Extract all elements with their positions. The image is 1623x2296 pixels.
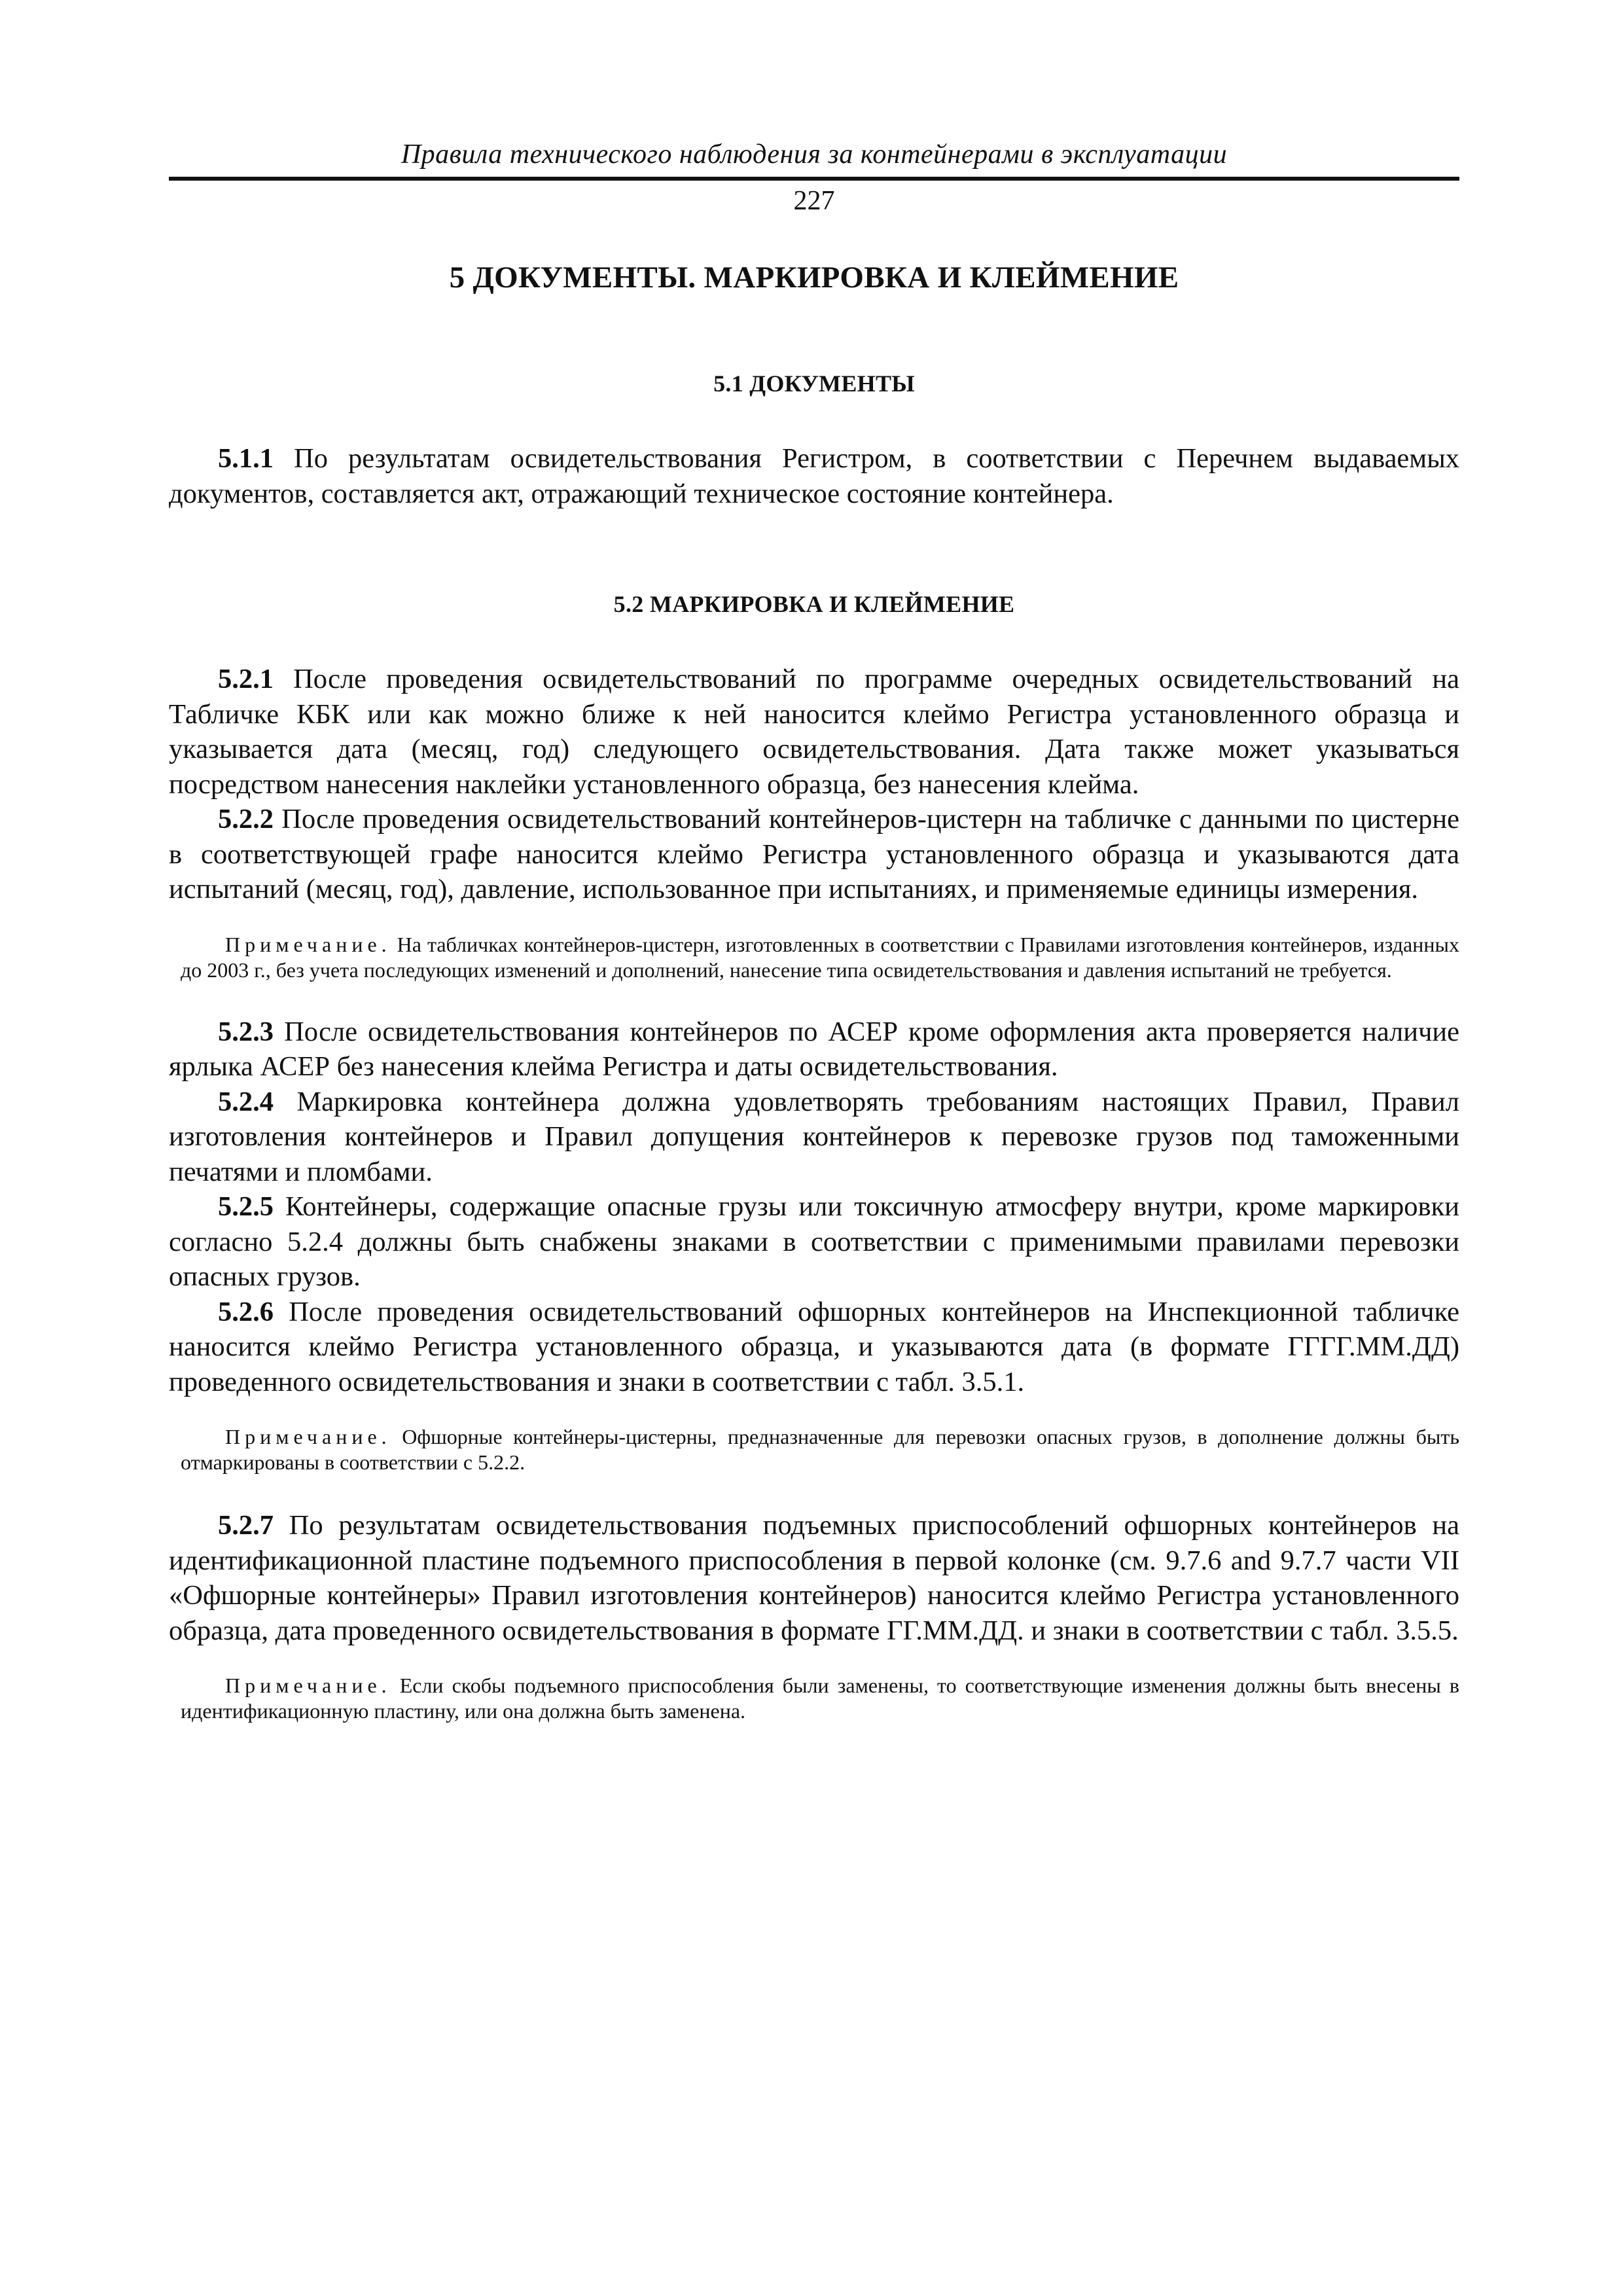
paragraph-5-2-7 — [169, 1508, 1459, 1648]
section-title-5-1: 5.1 ДОКУМЕНТЫ — [713, 370, 915, 397]
paragraph-text: После проведения освидетельствований контейнеров-цистерн на табличке с данными по цистерне в соответствующей графе наносится клеймо Регистра установленного образца и указываются дата испытаний (месяц, год), давление, использованное при испытаниях, и применяемые единицы измерения. — [169, 804, 1459, 905]
paragraph-5-2-4 — [169, 1085, 1459, 1190]
note-1 — [169, 932, 1459, 983]
paragraph-number: 5.1.1 — [218, 443, 274, 474]
paragraph-5-2-2 — [169, 802, 1459, 907]
paragraph-text: После проведения освидетельствований по программе очередных освидетельствований на Табличке КБК или как можно ближе к ней наносится клеймо Регистра установленного образца и указывается дата (месяц, год) следующего освидетельствования. Дата также может указываться посредством нанесения наклейки установленного образца, без нанесения клейма. — [169, 664, 1459, 800]
paragraph-number: 5.2.5 — [218, 1191, 274, 1222]
chapter-title: 5 ДОКУМЕНТЫ. МАРКИРОВКА И КЛЕЙМЕНИЕ — [449, 260, 1179, 295]
note-text: Офшорные контейнеры-цистерны, предназначенные для перевозки опасных грузов, в дополнение должны быть отмаркированы в соответствии с 5.2.2. — [181, 1425, 1459, 1474]
paragraph-number: 5.2.3 — [218, 1016, 274, 1047]
note-label: Примечание. — [225, 1674, 391, 1697]
paragraph-number: 5.2.7 — [218, 1510, 274, 1541]
paragraph-5-2-6 — [169, 1295, 1459, 1400]
paragraph-text: Маркировка контейнера должна удовлетворять требованиям настоящих Правил, Правил изготовления контейнеров и Правил допущения контейнеров к перевозке грузов под таможенными печатями и пломбами. — [169, 1086, 1459, 1187]
section-title-5-2: 5.2 МАРКИРОВКА И КЛЕЙМЕНИЕ — [613, 591, 1015, 617]
page-number: 227 — [793, 186, 835, 216]
paragraph-number: 5.2.1 — [218, 664, 274, 694]
paragraph-text: По результатам освидетельствования Регистром, в соответствии с Перечнем выдаваемых документов, составляется акт, отражающий техническое состояние контейнера. — [169, 443, 1459, 509]
running-header: Правила технического наблюдения за контейнерами в эксплуатации — [401, 139, 1228, 170]
paragraph-text: По результатам освидетельствования подъемных приспособлений офшорных контейнеров на идентификационной пластине подъемного приспособления в первой колонке (см. 9.7.6 and 9.7.7 части VII «Офшорные контейнеры» Правил изготовления контейнеров) наносится клеймо Регистра установленного образца, дата проведенного освидетельствования в формате ГГ.ММ.ДД. и знаки в соответствии с табл. 3.5.5. — [169, 1510, 1459, 1646]
paragraph-5-2-5 — [169, 1189, 1459, 1295]
paragraph-text: После освидетельствования контейнеров по АСЕР кроме оформления акта проверяется наличие ярлыка АСЕР без нанесения клейма Регистра и даты освидетельствования. — [169, 1016, 1459, 1082]
paragraph-text: Контейнеры, содержащие опасные грузы или токсичную атмосферу внутри, кроме маркировки согласно 5.2.4 должны быть снабжены знаками в соответствии с применимыми правилами перевозки опасных грузов. — [169, 1191, 1459, 1292]
note-label: Примечание. — [225, 932, 391, 956]
paragraph-text: После проведения освидетельствований офшорных контейнеров на Инспекционной табличке наносится клеймо Регистра установленного образца, и указываются дата (в формате ГГГГ.ММ.ДД) проведенного освидетельствования и знаки в соответствии с табл. 3.5.1. — [169, 1296, 1459, 1397]
note-text: Если скобы подъемного приспособления были заменены, то соответствующие изменения должны быть внесены в идентификационную пластину, или она должна быть заменена. — [181, 1674, 1459, 1723]
paragraph-5-2-3 — [169, 1014, 1459, 1085]
document-page — [169, 137, 1459, 1724]
paragraph-number: 5.2.2 — [218, 804, 274, 834]
paragraph-number: 5.2.4 — [218, 1086, 274, 1117]
note-2 — [169, 1424, 1459, 1475]
header-rule — [169, 177, 1459, 181]
note-label: Примечание. — [225, 1425, 391, 1448]
paragraph-5-2-1 — [169, 662, 1459, 802]
paragraph-number: 5.2.6 — [218, 1296, 274, 1327]
note-text: На табличках контейнеров-цистерн, изготовленных в соответствии с Правилами изготовления контейнеров, изданных до 2003 г., без учета последующих изменений и дополнений, нанесение типа освидетельствования и давления испытаний не требуется. — [181, 932, 1459, 982]
paragraph-5-1-1 — [169, 441, 1459, 511]
note-3 — [169, 1673, 1459, 1724]
